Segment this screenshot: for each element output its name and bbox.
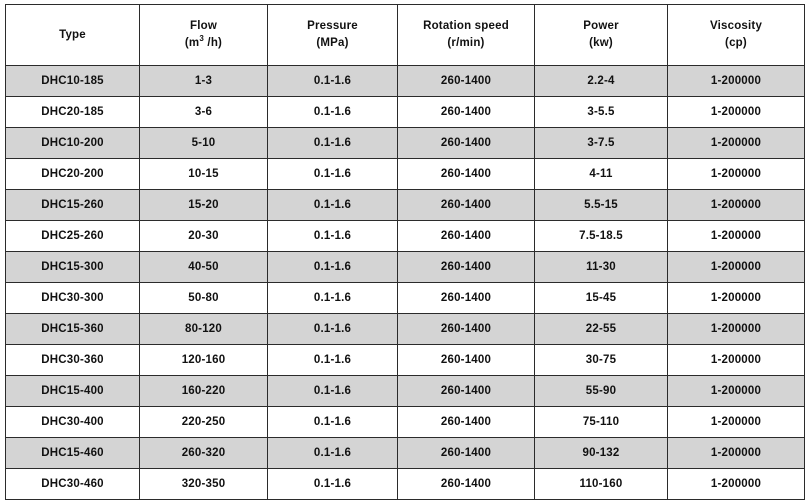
- cell-pressure: 0.1-1.6: [268, 66, 398, 97]
- cell-viscosity: 1-200000: [668, 407, 805, 438]
- cell-flow: 40-50: [140, 252, 268, 283]
- cell-flow: 80-120: [140, 314, 268, 345]
- cell-power: 30-75: [535, 345, 668, 376]
- cell-flow: 320-350: [140, 469, 268, 500]
- cell-power: 5.5-15: [535, 190, 668, 221]
- cell-flow: 260-320: [140, 438, 268, 469]
- cell-power: 4-11: [535, 159, 668, 190]
- cell-type: DHC20-200: [6, 159, 140, 190]
- cell-pressure: 0.1-1.6: [268, 283, 398, 314]
- cell-viscosity: 1-200000: [668, 159, 805, 190]
- cell-type: DHC10-200: [6, 128, 140, 159]
- cell-flow: 160-220: [140, 376, 268, 407]
- column-header-pressure: [268, 5, 398, 66]
- column-header-pressure-label: Pressure: [307, 20, 358, 33]
- cell-pressure: 0.1-1.6: [268, 190, 398, 221]
- column-header-flow: [140, 5, 268, 66]
- cell-speed: 260-1400: [398, 314, 535, 345]
- table-row: [6, 469, 805, 500]
- cell-pressure: 0.1-1.6: [268, 221, 398, 252]
- cell-type: DHC15-360: [6, 314, 140, 345]
- column-header-power: [535, 5, 668, 66]
- cell-flow: 3-6: [140, 97, 268, 128]
- column-header-viscosity-label: Viscosity: [709, 20, 763, 33]
- table-row: [6, 345, 805, 376]
- cell-flow: 50-80: [140, 283, 268, 314]
- table-row: [6, 128, 805, 159]
- cell-viscosity: 1-200000: [668, 376, 805, 407]
- cell-viscosity: 1-200000: [668, 66, 805, 97]
- column-header-power-unit: (kw): [589, 37, 613, 49]
- table-row: [6, 376, 805, 407]
- cell-pressure: 0.1-1.6: [268, 407, 398, 438]
- cell-speed: 260-1400: [398, 97, 535, 128]
- cell-type: DHC30-360: [6, 345, 140, 376]
- cell-power: 22-55: [535, 314, 668, 345]
- cell-speed: 260-1400: [398, 221, 535, 252]
- cell-power: 11-30: [535, 252, 668, 283]
- cell-pressure: 0.1-1.6: [268, 345, 398, 376]
- cell-power: 55-90: [535, 376, 668, 407]
- cell-type: DHC30-400: [6, 407, 140, 438]
- table-row: [6, 159, 805, 190]
- cell-power: 7.5-18.5: [535, 221, 668, 252]
- cell-pressure: 0.1-1.6: [268, 128, 398, 159]
- cell-flow: 220-250: [140, 407, 268, 438]
- cell-power: 2.2-4: [535, 66, 668, 97]
- column-header-rotation-speed-unit: (r/min): [447, 37, 485, 49]
- cell-pressure: 0.1-1.6: [268, 438, 398, 469]
- cell-speed: 260-1400: [398, 66, 535, 97]
- table-row: [6, 66, 805, 97]
- cell-flow: 5-10: [140, 128, 268, 159]
- cell-pressure: 0.1-1.6: [268, 314, 398, 345]
- cell-pressure: 0.1-1.6: [268, 97, 398, 128]
- column-header-rotation-speed: [398, 5, 535, 66]
- cell-speed: 260-1400: [398, 190, 535, 221]
- cell-viscosity: 1-200000: [668, 128, 805, 159]
- cell-viscosity: 1-200000: [668, 469, 805, 500]
- column-header-type: [6, 5, 140, 66]
- cell-power: 90-132: [535, 438, 668, 469]
- cell-type: DHC15-400: [6, 376, 140, 407]
- cell-viscosity: 1-200000: [668, 221, 805, 252]
- cell-type: DHC30-300: [6, 283, 140, 314]
- cell-power: 75-110: [535, 407, 668, 438]
- cell-flow: 120-160: [140, 345, 268, 376]
- cell-speed: 260-1400: [398, 128, 535, 159]
- cell-type: DHC15-260: [6, 190, 140, 221]
- cell-speed: 260-1400: [398, 159, 535, 190]
- cell-viscosity: 1-200000: [668, 252, 805, 283]
- cell-speed: 260-1400: [398, 438, 535, 469]
- cell-power: 15-45: [535, 283, 668, 314]
- cell-viscosity: 1-200000: [668, 345, 805, 376]
- cell-speed: 260-1400: [398, 469, 535, 500]
- cell-flow: 10-15: [140, 159, 268, 190]
- column-header-power-label: Power: [583, 20, 619, 33]
- cell-type: DHC15-300: [6, 252, 140, 283]
- cell-speed: 260-1400: [398, 407, 535, 438]
- cell-power: 110-160: [535, 469, 668, 500]
- table-row: [6, 438, 805, 469]
- column-header-flow-label: Flow: [190, 20, 217, 33]
- column-header-rotation-speed-label: Rotation speed: [423, 20, 509, 33]
- table-row: [6, 407, 805, 438]
- cell-type: DHC25-260: [6, 221, 140, 252]
- cell-viscosity: 1-200000: [668, 97, 805, 128]
- cell-viscosity: 1-200000: [668, 438, 805, 469]
- cell-type: DHC30-460: [6, 469, 140, 500]
- cell-flow: 20-30: [140, 221, 268, 252]
- cell-type: DHC20-185: [6, 97, 140, 128]
- table-row: [6, 314, 805, 345]
- cell-power: 3-5.5: [535, 97, 668, 128]
- cell-viscosity: 1-200000: [668, 283, 805, 314]
- column-header-pressure-unit: (MPa): [316, 37, 349, 49]
- cell-pressure: 0.1-1.6: [268, 252, 398, 283]
- cell-speed: 260-1400: [398, 345, 535, 376]
- column-header-viscosity: [668, 5, 805, 66]
- cell-flow: 15-20: [140, 190, 268, 221]
- table-header: [6, 5, 805, 66]
- table-body: [6, 66, 805, 500]
- cell-power: 3-7.5: [535, 128, 668, 159]
- specification-table: [5, 4, 805, 500]
- cell-speed: 260-1400: [398, 283, 535, 314]
- header-row: [6, 5, 805, 66]
- cell-type: DHC10-185: [6, 66, 140, 97]
- column-header-flow-unit: ($m^3$ /h): [184, 34, 223, 49]
- cell-speed: 260-1400: [398, 376, 535, 407]
- cell-pressure: 0.1-1.6: [268, 376, 398, 407]
- cell-viscosity: 1-200000: [668, 190, 805, 221]
- cell-viscosity: 1-200000: [668, 314, 805, 345]
- table-row: [6, 190, 805, 221]
- column-header-type-label: Type: [59, 28, 86, 41]
- cell-type: DHC15-460: [6, 438, 140, 469]
- cell-flow: 1-3: [140, 66, 268, 97]
- cell-pressure: 0.1-1.6: [268, 469, 398, 500]
- table-row: [6, 283, 805, 314]
- table-row: [6, 221, 805, 252]
- table-row: [6, 252, 805, 283]
- column-header-viscosity-unit: (cp): [725, 37, 747, 49]
- cell-pressure: 0.1-1.6: [268, 159, 398, 190]
- table-row: [6, 97, 805, 128]
- cell-speed: 260-1400: [398, 252, 535, 283]
